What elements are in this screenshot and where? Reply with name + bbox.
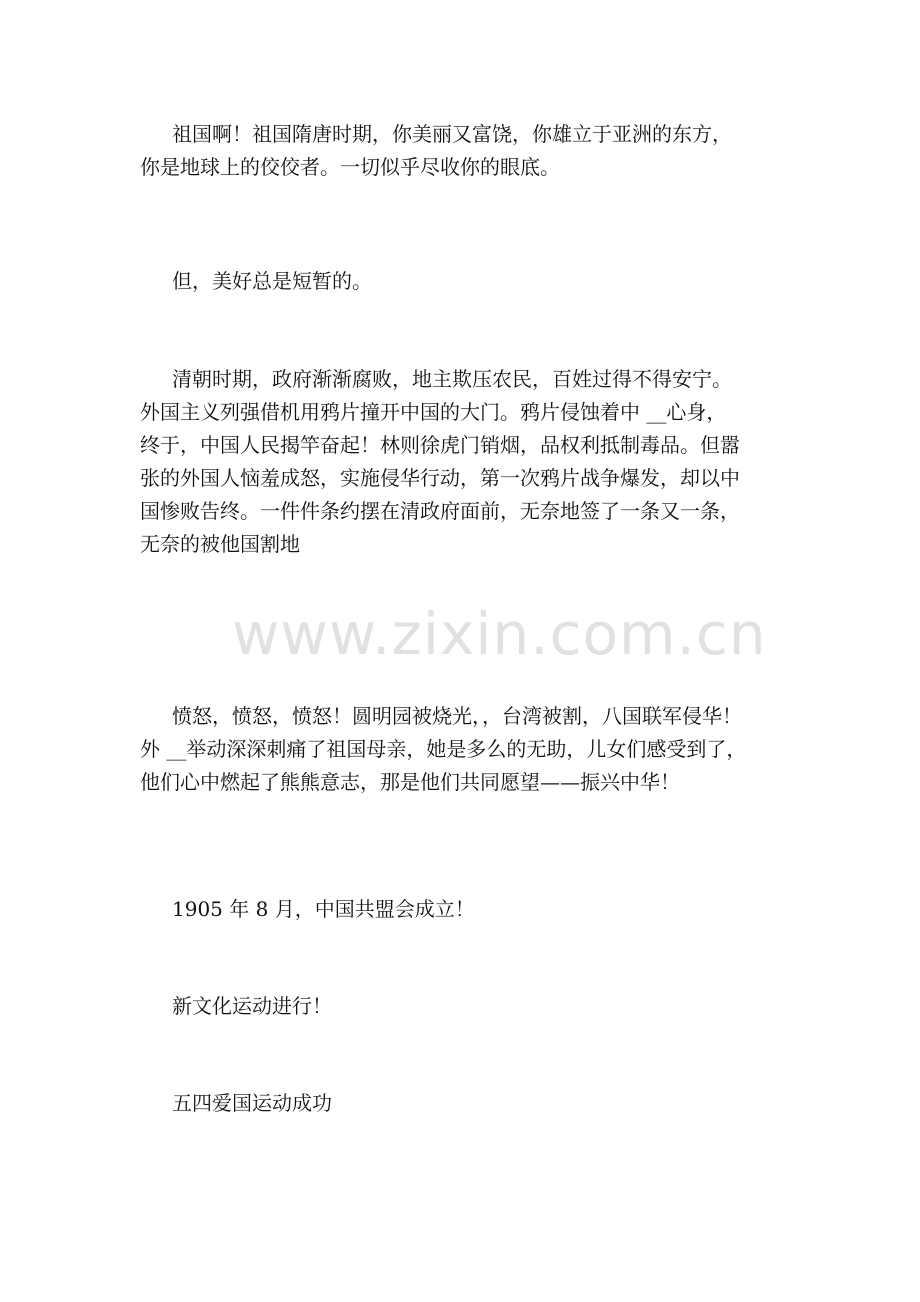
text-line: 你是地球上的佼佼者。一切似乎尽收你的眼底。 xyxy=(140,155,560,179)
text-line: 1905 年 8 月，中国共盟会成立！ xyxy=(172,897,475,921)
text-line: 愤怒，愤怒，愤怒！圆明园被烧光，，台湾被割，八国联军侵华！ xyxy=(172,704,742,728)
text-line: 外 __举动深深刺痛了祖国母亲，她是多么的无助，儿女们感受到了， xyxy=(140,737,747,761)
paragraph-1 xyxy=(140,118,800,184)
text-line: 五四爱国运动成功 xyxy=(172,1091,332,1115)
paragraph-6 xyxy=(140,990,800,1023)
watermark: www.zixin.com.cn xyxy=(232,600,767,668)
text-line: 无奈的被他国割地 xyxy=(140,532,300,556)
text-line: 张的外国人恼羞成怒，实施侵华行动，第一次鸦片战争爆发，却以中 xyxy=(140,466,740,490)
paragraph-5 xyxy=(140,893,800,926)
text-line: 清朝时期，政府渐渐腐败，地主欺压农民，百姓过得不得安宁。 xyxy=(172,367,732,391)
text-line: 外国主义列强借机用鸦片撞开中国的大门。鸦片侵蚀着中 __心身， xyxy=(140,400,727,424)
paragraph-2 xyxy=(140,265,800,298)
text-line: 国惨败告终。一件件条约摆在清政府面前，无奈地签了一条又一条， xyxy=(140,499,740,523)
text-line: 终于，中国人民揭竿奋起！林则徐虎门销烟，品权利抵制毒品。但嚣 xyxy=(140,433,740,457)
text-line: 新文化运动进行！ xyxy=(172,994,332,1018)
paragraph-7 xyxy=(140,1087,800,1120)
text-line: 祖国啊！祖国隋唐时期，你美丽又富饶，你雄立于亚洲的东方， xyxy=(172,122,732,146)
text-line: 他们心中燃起了熊熊意志，那是他们共同愿望——振兴中华！ xyxy=(140,770,680,794)
paragraph-3 xyxy=(140,363,800,561)
paragraph-4 xyxy=(140,700,800,799)
text-line: 但，美好总是短暂的。 xyxy=(172,269,372,293)
